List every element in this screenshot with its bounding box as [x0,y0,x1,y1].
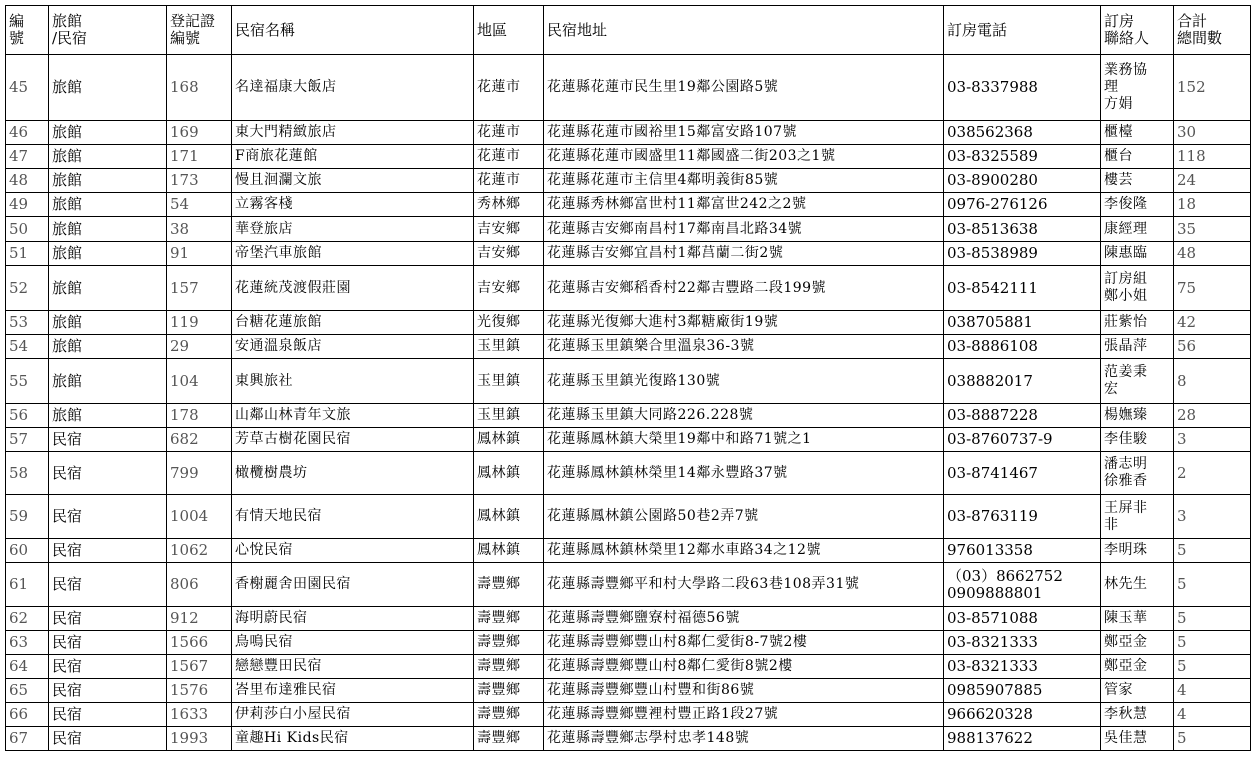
cell-type: 旅館 [49,145,167,169]
table-row [6,55,1251,121]
cell-area: 壽豐鄉 [474,563,544,607]
table-row [6,727,1251,751]
cell-area: 鳳林鎮 [474,539,544,563]
cell-contact: 管家 [1101,679,1174,703]
table-row [6,495,1251,539]
cell-name: 慢且洄瀾文旅 [232,169,474,193]
cell-reg: 91 [167,242,232,266]
cell-contact: 林先生 [1101,563,1174,607]
table-row [6,145,1251,169]
cell-contact: 楊嫵臻 [1101,404,1174,428]
cell-rooms: 5 [1174,607,1251,631]
cell-rooms: 3 [1174,428,1251,452]
cell-addr: 花蓮縣花蓮市國盛里11鄰國盛二街203之1號 [544,145,944,169]
header-type: 旅館 /民宿 [49,6,167,55]
cell-addr: 花蓮縣壽豐鄉豐裡村豐正路1段27號 [544,703,944,727]
cell-rooms: 118 [1174,145,1251,169]
cell-reg: 38 [167,217,232,242]
cell-addr: 花蓮縣壽豐鄉平和村大學路二段63巷108弄31號 [544,563,944,607]
cell-contact: 櫃檯 [1101,121,1174,145]
cell-phone: 03-8542111 [944,266,1101,311]
cell-phone: 03-8321333 [944,631,1101,655]
cell-name: 鳥鳴民宿 [232,631,474,655]
header-phone: 訂房電話 [944,6,1101,55]
header-contact: 訂房 聯絡人 [1101,6,1174,55]
cell-reg: 119 [167,311,232,335]
cell-phone: 966620328 [944,703,1101,727]
table-row [6,607,1251,631]
table-row [6,217,1251,242]
table-row [6,452,1251,495]
cell-type: 民宿 [49,428,167,452]
cell-reg: 1633 [167,703,232,727]
cell-contact: 李佳駿 [1101,428,1174,452]
cell-addr: 花蓮縣鳳林鎮大榮里19鄰中和路71號之1 [544,428,944,452]
cell-area: 花蓮市 [474,121,544,145]
cell-phone: （03）8662752 0909888801 [944,563,1101,607]
cell-area: 鳳林鎮 [474,495,544,539]
cell-phone: 038882017 [944,359,1101,404]
cell-rooms: 56 [1174,335,1251,359]
cell-name: 花蓮統茂渡假莊園 [232,266,474,311]
cell-type: 旅館 [49,335,167,359]
header-addr: 民宿地址 [544,6,944,55]
cell-name: 戀戀豐田民宿 [232,655,474,679]
cell-addr: 花蓮縣玉里鎮樂合里溫泉36-3號 [544,335,944,359]
cell-no: 60 [6,539,49,563]
cell-phone: 03-8763119 [944,495,1101,539]
cell-contact: 張晶萍 [1101,335,1174,359]
cell-area: 鳳林鎮 [474,452,544,495]
cell-addr: 花蓮縣壽豐鄉志學村忠孝148號 [544,727,944,751]
cell-addr: 花蓮縣光復鄉大進村3鄰糖廠街19號 [544,311,944,335]
cell-phone: 03-8513638 [944,217,1101,242]
header-name: 民宿名稱 [232,6,474,55]
cell-rooms: 5 [1174,655,1251,679]
cell-phone: 038705881 [944,311,1101,335]
cell-type: 民宿 [49,655,167,679]
cell-type: 旅館 [49,121,167,145]
cell-reg: 54 [167,193,232,217]
cell-name: 東興旅社 [232,359,474,404]
cell-no: 49 [6,193,49,217]
cell-name: 有情天地民宿 [232,495,474,539]
table-row [6,359,1251,404]
cell-phone: 038562368 [944,121,1101,145]
cell-reg: 169 [167,121,232,145]
cell-rooms: 3 [1174,495,1251,539]
cell-reg: 1004 [167,495,232,539]
cell-contact: 鄭亞金 [1101,631,1174,655]
cell-phone: 0976-276126 [944,193,1101,217]
cell-reg: 104 [167,359,232,404]
cell-name: 安通溫泉飯店 [232,335,474,359]
cell-rooms: 152 [1174,55,1251,121]
cell-no: 46 [6,121,49,145]
cell-phone: 03-8760737-9 [944,428,1101,452]
cell-reg: 799 [167,452,232,495]
cell-type: 民宿 [49,563,167,607]
cell-type: 民宿 [49,495,167,539]
cell-type: 民宿 [49,727,167,751]
cell-addr: 花蓮縣壽豐鄉豐山村豐和街86號 [544,679,944,703]
cell-addr: 花蓮縣秀林鄉富世村11鄰富世242之2號 [544,193,944,217]
cell-rooms: 75 [1174,266,1251,311]
cell-name: 芳草古樹花園民宿 [232,428,474,452]
cell-area: 壽豐鄉 [474,703,544,727]
cell-rooms: 18 [1174,193,1251,217]
cell-reg: 912 [167,607,232,631]
cell-type: 旅館 [49,404,167,428]
cell-no: 56 [6,404,49,428]
lodging-table [5,5,1251,751]
cell-phone: 03-8741467 [944,452,1101,495]
cell-contact: 吳佳慧 [1101,727,1174,751]
cell-contact: 莊紫怡 [1101,311,1174,335]
cell-name: 台糖花蓮旅館 [232,311,474,335]
cell-phone: 03-8321333 [944,655,1101,679]
cell-contact: 業務協 理 方娟 [1101,55,1174,121]
cell-addr: 花蓮縣花蓮市民生里19鄰公園路5號 [544,55,944,121]
cell-rooms: 35 [1174,217,1251,242]
cell-addr: 花蓮縣玉里鎮光復路130號 [544,359,944,404]
cell-contact: 訂房組 鄭小姐 [1101,266,1174,311]
cell-no: 64 [6,655,49,679]
cell-reg: 682 [167,428,232,452]
cell-rooms: 5 [1174,631,1251,655]
cell-area: 花蓮市 [474,169,544,193]
table-row [6,631,1251,655]
cell-rooms: 28 [1174,404,1251,428]
header-area: 地區 [474,6,544,55]
header-reg: 登記證 編號 [167,6,232,55]
cell-type: 民宿 [49,703,167,727]
cell-type: 旅館 [49,266,167,311]
cell-addr: 花蓮縣壽豐鄉豐山村8鄰仁愛街8-7號2樓 [544,631,944,655]
cell-rooms: 5 [1174,727,1251,751]
cell-reg: 171 [167,145,232,169]
cell-contact: 王屏非 非 [1101,495,1174,539]
cell-type: 民宿 [49,452,167,495]
cell-rooms: 8 [1174,359,1251,404]
cell-phone: 03-8886108 [944,335,1101,359]
cell-type: 旅館 [49,55,167,121]
cell-type: 民宿 [49,539,167,563]
header-no: 編 號 [6,6,49,55]
header-row [6,6,1251,55]
cell-contact: 李秋慧 [1101,703,1174,727]
cell-area: 鳳林鎮 [474,428,544,452]
cell-reg: 806 [167,563,232,607]
cell-name: 立霧客棧 [232,193,474,217]
cell-no: 54 [6,335,49,359]
table-row [6,193,1251,217]
cell-phone: 976013358 [944,539,1101,563]
cell-type: 旅館 [49,311,167,335]
cell-no: 58 [6,452,49,495]
cell-rooms: 5 [1174,563,1251,607]
cell-phone: 03-8337988 [944,55,1101,121]
cell-contact: 李明珠 [1101,539,1174,563]
cell-addr: 花蓮縣吉安鄉宜昌村1鄰莒蘭二街2號 [544,242,944,266]
cell-contact: 陳玉華 [1101,607,1174,631]
cell-area: 壽豐鄉 [474,727,544,751]
cell-name: 帝堡汽車旅館 [232,242,474,266]
cell-contact: 潘志明 徐雅香 [1101,452,1174,495]
cell-phone: 03-8887228 [944,404,1101,428]
cell-addr: 花蓮縣吉安鄉稻香村22鄰吉豐路二段199號 [544,266,944,311]
cell-no: 59 [6,495,49,539]
cell-name: 山鄰山林青年文旅 [232,404,474,428]
cell-no: 53 [6,311,49,335]
cell-type: 旅館 [49,193,167,217]
cell-area: 花蓮市 [474,145,544,169]
cell-phone: 988137622 [944,727,1101,751]
cell-type: 旅館 [49,217,167,242]
cell-reg: 1566 [167,631,232,655]
cell-name: 華登旅店 [232,217,474,242]
cell-phone: 03-8538989 [944,242,1101,266]
cell-name: 童趣Hi Kids民宿 [232,727,474,751]
cell-contact: 樓芸 [1101,169,1174,193]
cell-addr: 花蓮縣鳳林鎮林榮里12鄰水車路34之12號 [544,539,944,563]
table-row [6,703,1251,727]
table-row [6,266,1251,311]
cell-type: 旅館 [49,359,167,404]
table-row [6,539,1251,563]
table-row [6,428,1251,452]
cell-reg: 1062 [167,539,232,563]
cell-no: 61 [6,563,49,607]
cell-reg: 1567 [167,655,232,679]
table-row [6,311,1251,335]
cell-name: 東大門精緻旅店 [232,121,474,145]
cell-phone: 03-8325589 [944,145,1101,169]
cell-no: 45 [6,55,49,121]
cell-addr: 花蓮縣壽豐鄉豐山村8鄰仁愛街8號2樓 [544,655,944,679]
cell-type: 旅館 [49,242,167,266]
cell-name: 心悅民宿 [232,539,474,563]
cell-area: 壽豐鄉 [474,679,544,703]
cell-name: 橄欖樹農坊 [232,452,474,495]
cell-reg: 29 [167,335,232,359]
cell-no: 52 [6,266,49,311]
table-row [6,679,1251,703]
cell-area: 吉安鄉 [474,217,544,242]
table-row [6,242,1251,266]
cell-area: 玉里鎮 [474,359,544,404]
cell-no: 57 [6,428,49,452]
table-row [6,335,1251,359]
cell-rooms: 42 [1174,311,1251,335]
cell-area: 壽豐鄉 [474,631,544,655]
cell-addr: 花蓮縣鳳林鎮林榮里14鄰永豐路37號 [544,452,944,495]
cell-no: 65 [6,679,49,703]
cell-contact: 康經理 [1101,217,1174,242]
cell-contact: 櫃台 [1101,145,1174,169]
cell-no: 55 [6,359,49,404]
header-rooms: 合計 總間數 [1174,6,1251,55]
cell-addr: 花蓮縣玉里鎮大同路226.228號 [544,404,944,428]
cell-reg: 1576 [167,679,232,703]
table-row [6,169,1251,193]
table-row [6,655,1251,679]
table-row [6,404,1251,428]
cell-phone: 03-8571088 [944,607,1101,631]
cell-area: 光復鄉 [474,311,544,335]
cell-rooms: 24 [1174,169,1251,193]
cell-no: 67 [6,727,49,751]
cell-contact: 范姜秉 宏 [1101,359,1174,404]
cell-area: 花蓮市 [474,55,544,121]
cell-reg: 1993 [167,727,232,751]
cell-reg: 168 [167,55,232,121]
cell-name: 伊莉莎白小屋民宿 [232,703,474,727]
cell-addr: 花蓮縣花蓮市主信里4鄰明義街85號 [544,169,944,193]
cell-area: 壽豐鄉 [474,607,544,631]
cell-no: 62 [6,607,49,631]
cell-rooms: 30 [1174,121,1251,145]
cell-name: 名達福康大飯店 [232,55,474,121]
cell-area: 秀林鄉 [474,193,544,217]
cell-area: 玉里鎮 [474,335,544,359]
cell-addr: 花蓮縣吉安鄉南昌村17鄰南昌北路34號 [544,217,944,242]
cell-type: 民宿 [49,679,167,703]
cell-name: F商旅花蓮館 [232,145,474,169]
cell-contact: 鄭亞金 [1101,655,1174,679]
cell-type: 旅館 [49,169,167,193]
cell-rooms: 5 [1174,539,1251,563]
cell-rooms: 4 [1174,679,1251,703]
cell-no: 66 [6,703,49,727]
cell-contact: 陳惠臨 [1101,242,1174,266]
cell-addr: 花蓮縣花蓮市國裕里15鄰富安路107號 [544,121,944,145]
cell-area: 吉安鄉 [474,242,544,266]
cell-area: 玉里鎮 [474,404,544,428]
cell-area: 吉安鄉 [474,266,544,311]
cell-no: 48 [6,169,49,193]
cell-no: 51 [6,242,49,266]
cell-name: 海明蔚民宿 [232,607,474,631]
cell-addr: 花蓮縣壽豐鄉鹽寮村福德56號 [544,607,944,631]
cell-phone: 0985907885 [944,679,1101,703]
cell-addr: 花蓮縣鳳林鎮公園路50巷2弄7號 [544,495,944,539]
cell-no: 63 [6,631,49,655]
cell-no: 47 [6,145,49,169]
cell-name: 峇里布達雅民宿 [232,679,474,703]
table-row [6,121,1251,145]
table-row [6,563,1251,607]
cell-rooms: 4 [1174,703,1251,727]
cell-no: 50 [6,217,49,242]
cell-contact: 李俊隆 [1101,193,1174,217]
cell-reg: 178 [167,404,232,428]
cell-rooms: 2 [1174,452,1251,495]
cell-reg: 157 [167,266,232,311]
cell-area: 壽豐鄉 [474,655,544,679]
cell-rooms: 48 [1174,242,1251,266]
cell-name: 香榭麗舍田園民宿 [232,563,474,607]
cell-reg: 173 [167,169,232,193]
cell-type: 民宿 [49,631,167,655]
cell-type: 民宿 [49,607,167,631]
cell-phone: 03-8900280 [944,169,1101,193]
